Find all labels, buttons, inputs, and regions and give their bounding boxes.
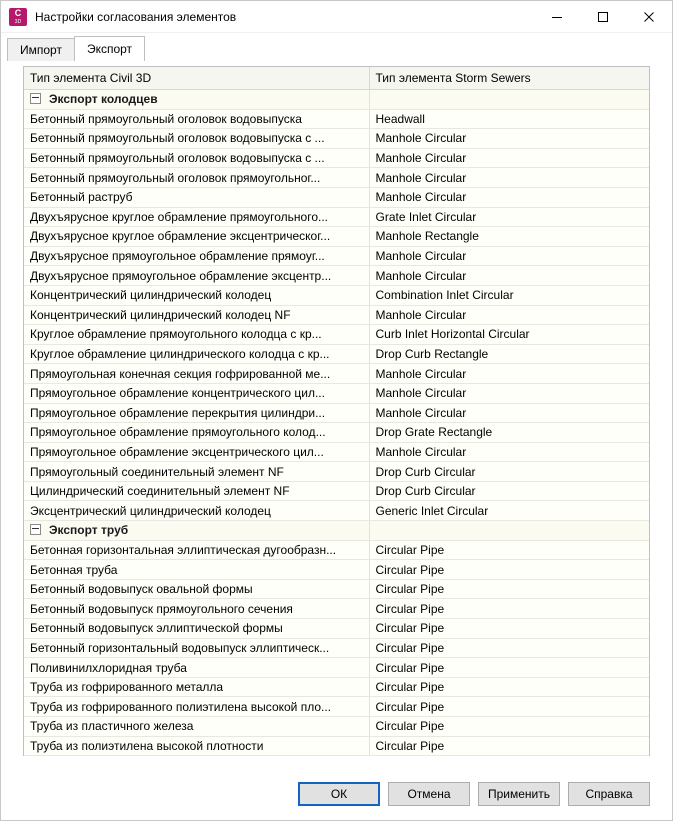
window-title: Настройки согласования элементов <box>35 9 237 24</box>
table-row[interactable] <box>24 129 649 149</box>
table-row[interactable] <box>24 227 649 247</box>
table-cell-storm-sewers[interactable]: Manhole Circular <box>369 266 649 286</box>
table-row[interactable] <box>24 305 649 325</box>
table-cell-storm-sewers[interactable]: Circular Pipe <box>369 599 649 619</box>
close-button[interactable] <box>626 1 672 32</box>
table-cell-storm-sewers[interactable]: Drop Curb Circular <box>369 462 649 482</box>
table-row[interactable] <box>24 717 649 737</box>
column-header-civil3d[interactable]: Тип элемента Civil 3D <box>24 67 369 90</box>
table-cell-storm-sewers[interactable]: Manhole Circular <box>369 403 649 423</box>
table-cell-storm-sewers[interactable]: Drop Grate Rectangle <box>369 423 649 443</box>
table-cell-storm-sewers[interactable]: Circular Pipe <box>369 736 649 756</box>
table-row[interactable] <box>24 560 649 580</box>
tab-import[interactable]: Импорт <box>7 38 75 61</box>
column-header-storm-sewers[interactable]: Тип элемента Storm Sewers <box>369 67 649 90</box>
table-row[interactable] <box>24 579 649 599</box>
table-row[interactable] <box>24 325 649 345</box>
table-cell-civil3d[interactable]: Двухъярусное круглое обрамление прямоугольного... <box>24 207 369 227</box>
table-row[interactable] <box>24 403 649 423</box>
table-cell-storm-sewers[interactable]: Manhole Circular <box>369 148 649 168</box>
table-row[interactable] <box>24 383 649 403</box>
table-cell-storm-sewers[interactable]: Circular Pipe <box>369 619 649 639</box>
mapping-grid <box>23 66 650 756</box>
tab-export[interactable]: Экспорт <box>74 36 145 61</box>
table-row[interactable] <box>24 109 649 129</box>
table-cell-civil3d[interactable]: Бетонная горизонтальная эллиптическая дугообразн... <box>24 540 369 560</box>
table-cell-storm-sewers[interactable]: Manhole Circular <box>369 187 649 207</box>
table-cell-civil3d[interactable]: Бетонный водовыпуск овальной формы <box>24 579 369 599</box>
table-row[interactable] <box>24 246 649 266</box>
table-cell-civil3d[interactable]: Двухъярусное прямоугольное обрамление прямоуг... <box>24 246 369 266</box>
table-cell-civil3d[interactable]: Бетонный прямоугольный оголовок водовыпуска с ... <box>24 148 369 168</box>
table-cell-storm-sewers[interactable]: Manhole Circular <box>369 246 649 266</box>
table-group-label-cell <box>24 90 369 110</box>
window-controls <box>534 1 672 32</box>
table-cell-storm-sewers[interactable]: Circular Pipe <box>369 638 649 658</box>
maximize-button[interactable] <box>580 1 626 32</box>
table-cell-civil3d[interactable]: Круглое обрамление прямоугольного колодца с кр... <box>24 325 369 345</box>
app-icon-sub: 3D <box>14 18 22 25</box>
table-cell-civil3d[interactable]: Прямоугольное обрамление эксцентрического цил... <box>24 442 369 462</box>
table-cell-storm-sewers[interactable] <box>369 90 649 110</box>
table-cell-civil3d[interactable]: Бетонный горизонтальный водовыпуск эллиптическ... <box>24 638 369 658</box>
table-group-row[interactable] <box>24 521 649 541</box>
table-cell-civil3d[interactable]: Бетонный прямоугольный оголовок водовыпуска <box>24 109 369 129</box>
table-cell-civil3d[interactable]: Труба из полиэтилена высокой плотности <box>24 736 369 756</box>
collapse-expander-icon[interactable] <box>30 93 41 104</box>
table-cell-civil3d[interactable]: Бетонный раструб <box>24 187 369 207</box>
collapse-expander-icon[interactable] <box>30 524 41 535</box>
table-cell-storm-sewers[interactable]: Circular Pipe <box>369 717 649 737</box>
table-row[interactable] <box>24 187 649 207</box>
table-cell-civil3d[interactable]: Труба из гофрированного металла <box>24 677 369 697</box>
tab-strip <box>1 33 672 60</box>
dialog-footer <box>1 768 672 820</box>
table-cell-storm-sewers[interactable]: Curb Inlet Horizontal Circular <box>369 325 649 345</box>
table-cell-storm-sewers[interactable]: Manhole Circular <box>369 442 649 462</box>
table-row[interactable] <box>24 285 649 305</box>
table-group-row[interactable] <box>24 90 649 110</box>
table-cell-civil3d[interactable]: Прямоугольное обрамление концентрического цил... <box>24 383 369 403</box>
table-cell-storm-sewers[interactable]: Headwall <box>369 109 649 129</box>
maximize-icon <box>597 11 609 23</box>
minimize-button[interactable] <box>534 1 580 32</box>
mapping-table <box>24 67 649 756</box>
table-cell-civil3d[interactable]: Бетонный водовыпуск прямоугольного сечения <box>24 599 369 619</box>
table-cell-storm-sewers[interactable]: Manhole Circular <box>369 305 649 325</box>
table-group-label: Экспорт труб <box>49 522 129 537</box>
table-cell-storm-sewers[interactable] <box>369 521 649 541</box>
title-bar <box>1 1 672 33</box>
table-cell-storm-sewers[interactable]: Circular Pipe <box>369 579 649 599</box>
table-row[interactable] <box>24 638 649 658</box>
table-row[interactable] <box>24 658 649 678</box>
table-cell-civil3d[interactable]: Прямоугольное обрамление перекрытия цилиндри... <box>24 403 369 423</box>
table-row[interactable] <box>24 540 649 560</box>
table-row[interactable] <box>24 599 649 619</box>
table-cell-storm-sewers[interactable]: Circular Pipe <box>369 677 649 697</box>
table-row[interactable] <box>24 442 649 462</box>
table-cell-civil3d[interactable]: Эксцентрический цилиндрический колодец <box>24 501 369 521</box>
table-cell-civil3d[interactable]: Двухъярусное круглое обрамление эксцентрическог... <box>24 227 369 247</box>
table-row[interactable] <box>24 462 649 482</box>
table-cell-storm-sewers[interactable]: Manhole Circular <box>369 364 649 384</box>
table-cell-civil3d[interactable]: Труба из пластичного железа <box>24 717 369 737</box>
table-header-row <box>24 67 649 90</box>
table-row[interactable] <box>24 697 649 717</box>
help-button[interactable]: Справка <box>568 782 650 806</box>
table-cell-storm-sewers[interactable]: Generic Inlet Circular <box>369 501 649 521</box>
table-cell-storm-sewers[interactable]: Manhole Circular <box>369 168 649 188</box>
table-cell-storm-sewers[interactable]: Grate Inlet Circular <box>369 207 649 227</box>
table-row[interactable] <box>24 207 649 227</box>
table-cell-storm-sewers[interactable]: Manhole Rectangle <box>369 227 649 247</box>
table-cell-storm-sewers[interactable]: Drop Curb Circular <box>369 481 649 501</box>
app-icon-letter: C <box>14 7 22 18</box>
civil3d-app-icon <box>9 8 27 26</box>
table-cell-storm-sewers[interactable]: Circular Pipe <box>369 560 649 580</box>
table-cell-civil3d[interactable]: Бетонный прямоугольный оголовок прямоугольног... <box>24 168 369 188</box>
table-cell-storm-sewers[interactable]: Circular Pipe <box>369 697 649 717</box>
table-cell-storm-sewers[interactable]: Combination Inlet Circular <box>369 285 649 305</box>
table-cell-storm-sewers[interactable]: Manhole Circular <box>369 129 649 149</box>
apply-button[interactable]: Применить <box>478 782 560 806</box>
table-row[interactable] <box>24 501 649 521</box>
table-group-label: Экспорт колодцев <box>49 91 158 106</box>
table-cell-civil3d[interactable]: Бетонный прямоугольный оголовок водовыпуска с ... <box>24 129 369 149</box>
table-cell-civil3d[interactable]: Прямоугольная конечная секция гофрированной ме... <box>24 364 369 384</box>
table-row[interactable] <box>24 481 649 501</box>
table-cell-civil3d[interactable]: Труба из гофрированного полиэтилена высокой пло... <box>24 697 369 717</box>
table-cell-storm-sewers[interactable]: Circular Pipe <box>369 540 649 560</box>
table-row[interactable] <box>24 736 649 756</box>
table-row[interactable] <box>24 364 649 384</box>
table-cell-storm-sewers[interactable]: Manhole Circular <box>369 383 649 403</box>
table-group-label-cell <box>24 521 369 541</box>
table-cell-civil3d[interactable]: Цилиндрический соединительный элемент NF <box>24 481 369 501</box>
ok-button[interactable]: ОК <box>298 782 380 806</box>
table-cell-civil3d[interactable]: Бетонный водовыпуск эллиптической формы <box>24 619 369 639</box>
minimize-icon <box>551 11 563 23</box>
table-row[interactable] <box>24 168 649 188</box>
cancel-button[interactable]: Отмена <box>388 782 470 806</box>
table-cell-civil3d[interactable]: Прямоугольное обрамление прямоугольного колод... <box>24 423 369 443</box>
table-row[interactable] <box>24 344 649 364</box>
table-row[interactable] <box>24 423 649 443</box>
table-row[interactable] <box>24 148 649 168</box>
table-cell-civil3d[interactable]: Бетонная труба <box>24 560 369 580</box>
table-cell-civil3d[interactable]: Поливинилхлоридная труба <box>24 658 369 678</box>
table-row[interactable] <box>24 677 649 697</box>
table-row[interactable] <box>24 619 649 639</box>
table-cell-storm-sewers[interactable]: Drop Curb Rectangle <box>369 344 649 364</box>
table-cell-civil3d[interactable]: Концентрический цилиндрический колодец <box>24 285 369 305</box>
table-cell-civil3d[interactable]: Прямоугольный соединительный элемент NF <box>24 462 369 482</box>
table-cell-storm-sewers[interactable]: Circular Pipe <box>369 658 649 678</box>
close-icon <box>643 11 655 23</box>
table-row[interactable] <box>24 266 649 286</box>
table-body <box>24 90 649 756</box>
table-cell-civil3d[interactable]: Концентрический цилиндрический колодец NF <box>24 305 369 325</box>
table-cell-civil3d[interactable]: Круглое обрамление цилиндрического колодца с кр... <box>24 344 369 364</box>
table-cell-civil3d[interactable]: Двухъярусное прямоугольное обрамление эксцентр... <box>24 266 369 286</box>
mapping-table-area <box>1 60 672 768</box>
